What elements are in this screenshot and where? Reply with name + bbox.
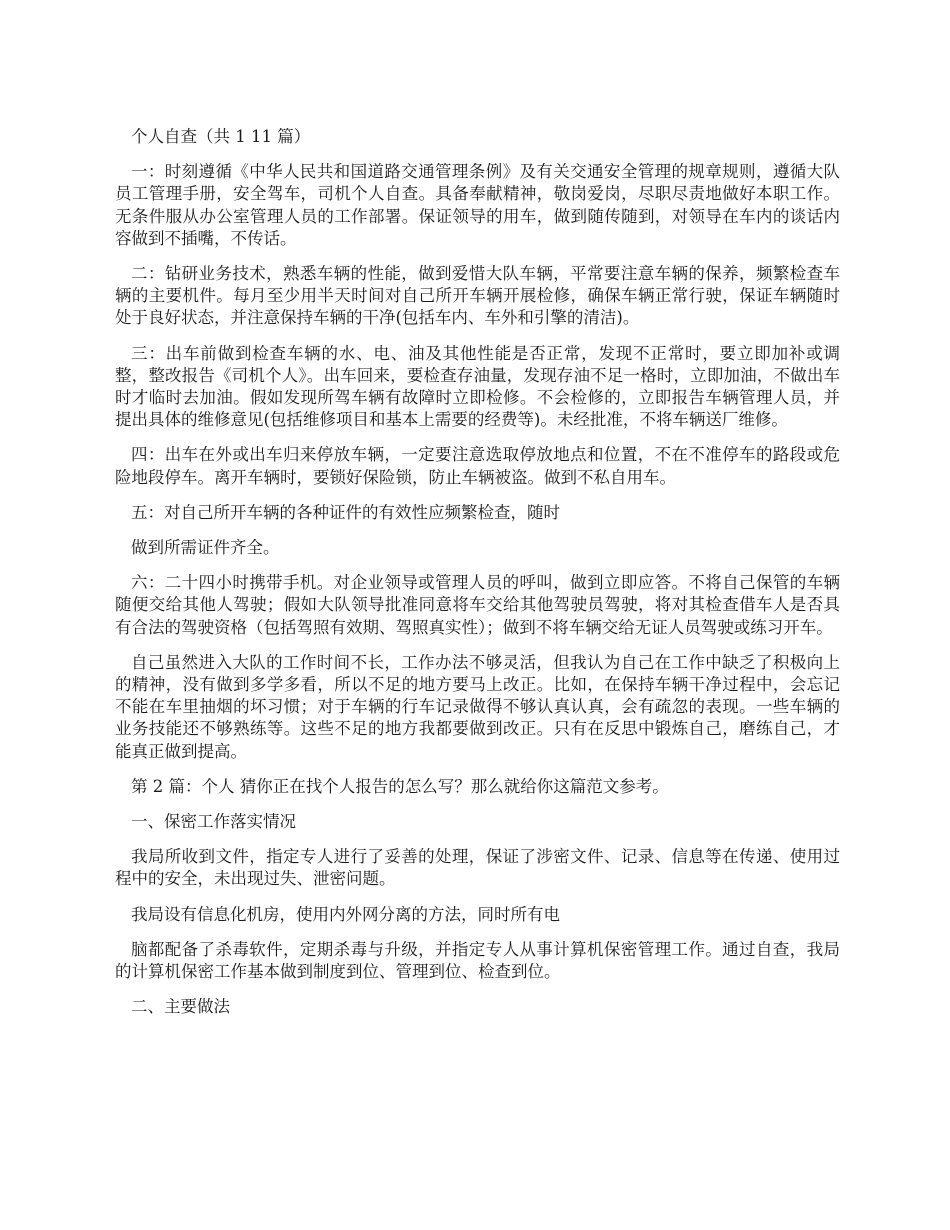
paragraph-rule-6: 六：二十四小时携带手机。对企业领导或管理人员的呼叫，做到立即应答。不将自己保管的车辆随便交给其他人驾驶；假如大队领导批准同意将车交给其他驾驶员驾驶，将对其检查借车人是否具有合法的驾驶资格（包括驾照有效期、驾照真实性）；做到不将车辆交给无证人员驾驶或练习开车。	[115, 573, 840, 637]
paragraph-rule-3: 三：出车前做到检查车辆的水、电、油及其他性能是否正常，发现不正常时，要立即加补或调整，整改报告《司机个人》。出车回来，要检查存油量，发现存油不足一格时，立即加油，不做出车时才临时去加油。假如发现所驾车辆有故障时立即检修。不会检修的，立即报告车辆管理人员，并提出具体的维修意见(包括维修项目和基本上需要的经费等)。未经批准，不将车辆送厂维修。	[115, 343, 840, 430]
section-heading-confidentiality: 一、保密工作落实情况	[131, 812, 296, 832]
document-body	[115, 126, 840, 1032]
paragraph-rule-4: 四：出车在外或出车归来停放车辆，一定要注意选取停放地点和位置，不在不准停车的路段或危险地段停车。离开车辆时，要锁好保险锁，防止车辆被盗。做到不私自用车。	[115, 445, 840, 487]
paragraph-rule-1: 一：时刻遵循《中华人民共和国道路交通管理条例》及有关交通安全管理的规章规则，遵循大队员工管理手册，安全驾车，司机个人自查。具备奉献精神，敬岗爱岗，尽职尽责地做好本职工作。无条件服从办公室管理人员的工作部署。保证领导的用车，做到随传随到，对领导在车内的谈话内容做到不插嘴，不传话。	[115, 162, 840, 248]
section-heading-main-practices: 二、主要做法	[131, 997, 230, 1017]
paragraph-antivirus: 脑都配备了杀毒软件，定期杀毒与升级，并指定专人从事计算机保密管理工作。通过自查，我局的计算机保密工作基本做到制度到位、管理到位、检查到位。	[115, 939, 840, 982]
paragraph-rule-5-continued: 做到所需证件齐全。	[131, 538, 280, 558]
paragraph-self-reflection: 自己虽然进入大队的工作时间不长，工作办法不够灵活，但我认为自己在工作中缺乏了积极向上的精神，没有做到多学多看，所以不足的地方要马上改正。比如，在保持车辆干净过程中，会忘记不能在车里抽烟的坏习惯；对于车辆的行车记录做得不够认真认真，会有疏忽的表现。一些车辆的业务技能还不够熟练等。这些不足的地方我都要做到改正。只有在反思中锻炼自己，磨练自己，才能真正做到提高。	[115, 652, 840, 761]
section-heading-part-2: 第 2 篇：个人 猜你正在找个人报告的怎么写？那么就给你这篇范文参考。	[131, 776, 669, 796]
paragraph-rule-5: 五：对自己所开车辆的各种证件的有效性应频繁检查，随时	[131, 502, 560, 522]
paragraph-it-room: 我局设有信息化机房，使用内外网分离的方法，同时所有电	[131, 904, 560, 924]
paragraph-rule-2: 二：钻研业务技术，熟悉车辆的性能，做到爱惜大队车辆，平常要注意车辆的保养，频繁检查车辆的主要机件。每月至少用半天时间对自己所开车辆开展检修，确保车辆正常行驶，保证车辆随时处于良好状态，并注意保持车辆的干净(包括车内、车外和引擎的清洁)。	[115, 264, 840, 328]
paragraph-documents-handling: 我局所收到文件，指定专人进行了妥善的处理，保证了涉密文件、记录、信息等在传递、使用过程中的安全，未出现过失、泄密问题。	[115, 847, 840, 889]
document-title: 个人自查（共 1 11 篇）	[131, 127, 311, 146]
